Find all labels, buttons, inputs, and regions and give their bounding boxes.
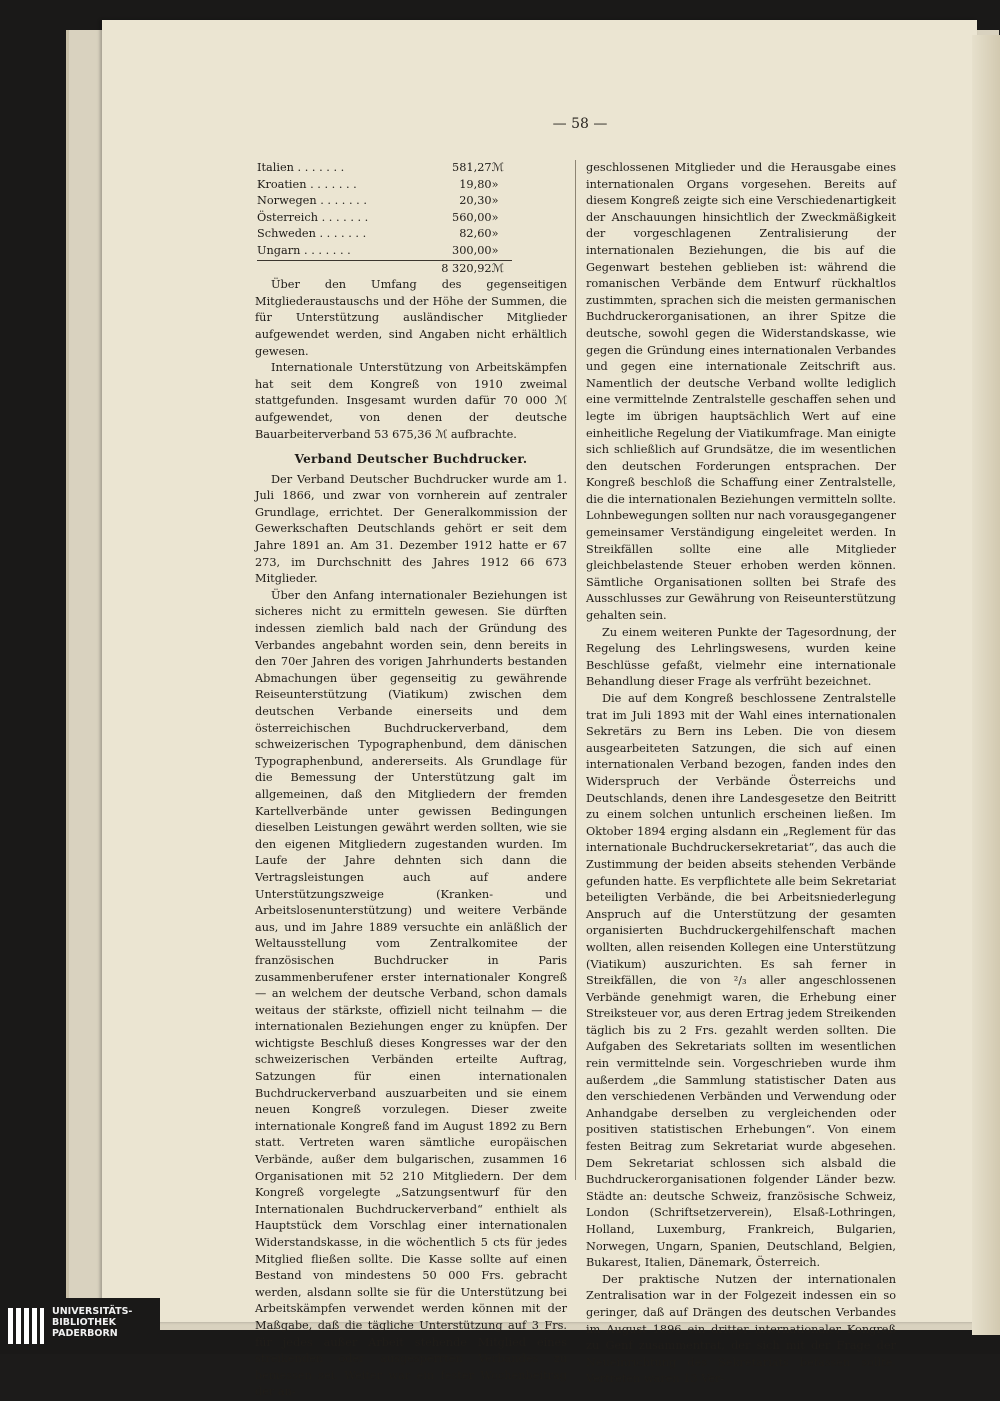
body-paragraph: Der praktische Nutzen der internationalen Zentralisation war in der Folgezeit indessen ein so geringer, daß auf Drängen des deutschen Verbandes im August 1896 ein dritter internationaler Kongreß zu Genf zusammentrat, der sich mit der Frage der Neueinrichtung des Sekretariats befassen sollte. Vertreten waren 13 Ver- (586, 1272, 896, 1386)
country-amount: 560,00 (452, 210, 492, 224)
country-name: Ungarn . . . . . . . (257, 243, 351, 257)
leader-dots: . . . . . . . (300, 243, 351, 257)
country-amount: 581,27 (452, 161, 492, 174)
countries-table-row (257, 160, 512, 177)
body-paragraph: Die auf dem Kongreß beschlossene Zentralstelle trat im Juli 1893 mit der Wahl eines internationalen Sekretärs zu Bern ins Leben. Die von diesem ausgearbeiteten Satzungen, die sich auf einen internationalen Verband bezogen, fanden indes den Widerspruch der Verbände Österreichs und Deutschlands, denen ihre Landesgesetze den Beitritt zu einem solchen untunlich erscheinen ließen. Im Oktober 1894 erging alsdann ein „Reglement für das internationale Buchdruckersekretariat“, das auch die Zustimmung der beiden abseits stehenden Verbände gefunden hatte. Es verpflichtete alle beim Sekretariat beteiligten Verbände, die bei Arbeitsniederlegung Anspruch auf die Unterstützung der gesamten organisierten Buchdruckergehilfenschaft machen wollten, allen reisenden Kollegen eine Unterstützung (Viatikum) auszurichten. Es sah ferner in Streikfällen, die von ²/₃ aller angeschlossenen Verbände genehmigt waren, die Erhebung einer Streiksteuer vor, aus deren Ertrag jedem Streikenden täglich bis zu 2 Frs. gezahlt werden sollten. Die Aufgaben des Sekretariats sollten im wesentlichen rein vermittelnde sein. Vorgeschrieben wurde ihm außerdem „die Sammlung statistischer Daten aus den verschiedenen Verbänden und Verwendung oder Anhandgabe derselben zu vergleichenden oder positiven statistischen Erhebungen“. Von einem festen Beitrag zum Sekretariat wurde abgesehen. Dem Sekretariat schlossen sich alsbald die Buchdruckerorganisationen folgender Länder bezw. Städte an: deutsche Schweiz, französische Schweiz, London (Schriftsetzerverein), Elsaß-Lothringen, Holland, Luxemburg, Frankreich, Bulgarien, Norwegen, Ungarn, Spanien, Deutschland, Belgien, Bukarest, Italien, Dänemark, Österreich. (586, 692, 896, 1270)
total-unit: ℳ (492, 260, 512, 277)
logo-line-1: UNIVERSITÄTS- (52, 1306, 133, 1317)
country-name: Schweden . . . . . . . (257, 227, 367, 241)
amount-unit: » (491, 177, 499, 191)
country-name: Italien . . . . . . . (257, 161, 345, 174)
body-paragraph: Zu einem weiteren Punkte der Tagesordnung, der Regelung des Lehrlingswesens, wurden keine Beschlüsse gefaßt, vielmehr eine internationale Behandlung dieser Frage als verfrüht bezeichnet. (586, 625, 896, 689)
body-paragraph: Über den Anfang internationaler Beziehungen ist sicheres nicht zu ermitteln gewesen. Sie dürften indessen ziemlich bald nach der Gründung des Verbandes angebahnt worden sein, denn bereits in den 70er Jahren des vorigen Jahrhunderts bestanden Abmachungen über gegenseitig zu gewährende Reiseunterstützung (Viatikum) zwischen dem deutschen Verbande einerseits und dem österreichischen Buchdruckerverband, dem schweizerischen Typographenbund, dem dänischen Typographenbund, andererseits. Als Grundlage für die Bemessung der Unterstützung galt im allgemeinen, daß den Mitgliedern der fremden Kartellverbände unter gewissen Bedingungen dieselben Leistungen gewährt werden sollten, wie sie den eigenen Mitgliedern zugestanden wurden. Im Laufe der Jahre dehnten sich dann die Vertragsleistungen auch auf andere Unterstützungszweige (Kranken- und Arbeitslosenunterstützung) und weitere Verbände aus, und im Jahre 1889 versuchte ein anläßlich der Weltausstellung vom Zentralkomitee der französischen Buchdrucker in Paris zusammenberufener erster internationaler Kongreß — an welchem der deutsche Verband, schon damals weitaus der stärkste, offiziell nicht teilnahm — die internationalen Beziehungen enger zu knüpfen. Der wichtigste Beschluß dieses Kongresses war der den schweizerischen Verbänden erteilte Auftrag, Satzungen für einen internationalen Buchdruckerverband auszuarbeiten und sie einem neuen Kongreß vorzulegen. Dieser zweite internationale Kongreß fand im August 1892 zu Bern statt. Vertreten waren sämtliche europäischen Verbände, außer dem bulgarischen, zusammen 16 Organisationen mit 52 210 Mitgliedern. Der dem Kongreß vorgelegte „Satzungsentwurf für den Internationalen Buchdruckerverband“ enthielt als Hauptstück dem Vorschlag einer internationalen Widerstandskasse, in die wöchentlich 5 cts für jedes Mitglied fließen sollte. Die Kasse sollte auf einen Bestand von mindestens 50 000 Frs. gebracht werden, alsdann sollte sie für die Unterstützung bei Arbeitskämpfen verwendet werden können mit der Maßgabe, daß die tägliche Unterstützung auf 3 Frs. für jedes außer Arbeit stehende Mitglied eines streikenden oder ausgesperrten Verbandes zu bemessen sei. Weiter war ein fester Wochenbeitrag der an- (255, 588, 567, 1399)
library-logo (0, 1298, 160, 1354)
column-divider (575, 160, 576, 1180)
amount-unit: » (491, 243, 499, 257)
countries-table-row (257, 243, 512, 260)
logo-line-3: PADERBORN (52, 1328, 118, 1339)
countries-table (257, 160, 512, 277)
left-paragraphs-after (255, 472, 567, 1401)
amount-unit: ℳ (491, 161, 504, 174)
body-paragraph: Der Verband Deutscher Buchdrucker wurde am 1. Juli 1866, und zwar von vornherein auf zentraler Grundlage, errichtet. Der Generalkommission der Gewerkschaften Deutschlands gehört er seit dem Jahre 1891 an. Am 31. Dezember 1912 hatte er 67 273, im Durchschnitt des Jahres 1912 66 673 Mitglieder. (255, 472, 567, 586)
leader-dots: . . . . . . . (306, 177, 357, 191)
leader-dots: . . . . . . . (293, 161, 345, 174)
countries-table-row (257, 177, 512, 194)
library-logo-text (52, 1306, 132, 1339)
section-heading: Verband Deutscher Buchdrucker. (294, 452, 528, 467)
left-paragraphs-before (255, 277, 567, 443)
countries-table-row (257, 193, 512, 210)
right-column (586, 160, 896, 1388)
body-paragraph: geschlossenen Mitglieder und die Herausgabe eines internationalen Organs vorgesehen. Bereits auf diesem Kongreß zeigte sich eine Verschiedenartigkeit der Anschauungen hinsichtlich der Zweckmäßigkeit der vorgeschlagenen Zentralisierung der internationalen Beziehungen, die bis auf die Gegenwart bestehen geblieben ist: während die romanischen Verbände dem Entwurf rückhaltlos zustimmten, sprachen sich die meisten germanischen Buchdruckerorganisationen, an ihrer Spitze die deutsche, sowohl gegen die Widerstandskasse, wie gegen die Gründung eines internationalen Verbandes und gegen eine internationale Zeitschrift aus. Namentlich der deutsche Verband wollte lediglich eine vermittelnde Zentralstelle geschaffen sehen und legte im übrigen hauptsächlich Wert auf eine einheitliche Regelung der Viatikumfrage. Man einigte sich schließlich auf Grundsätze, die im wesentlichen den deutschen Forderungen entsprachen. Der Kongreß beschloß die Schaffung einer Zentralstelle, die die internationalen Beziehungen vermitteln sollte. Lohnbewegungen sollten nur nach vorausgegangener gemeinsamer Verständigung eingeleitet werden. In Streikfällen sollte eine alle Mitglieder gleichbelastende Steuer erhoben werden können. Sämtliche Organisationen sollten bei Strafe des Ausschlusses zur Gewährung von Reiseunterstützung gehalten sein. (586, 161, 896, 623)
left-column (255, 160, 567, 1401)
amount-unit: » (491, 210, 499, 224)
country-name: Österreich . . . . . . . (257, 210, 369, 224)
country-amount: 19,80 (459, 177, 492, 191)
countries-table-row (257, 210, 512, 227)
amount-unit: » (491, 194, 499, 208)
countries-total: 8 320,92 (420, 260, 491, 277)
countries-total-row (257, 260, 512, 277)
country-amount: 300,00 (452, 243, 492, 257)
library-logo-icon (6, 1302, 46, 1350)
amount-unit: » (491, 227, 499, 241)
right-paragraphs (586, 160, 896, 1388)
countries-table-row (257, 226, 512, 243)
logo-line-2: BIBLIOTHEK (52, 1317, 116, 1328)
facing-page-edge (972, 35, 1000, 1335)
leader-dots: . . . . . . . (318, 210, 369, 224)
country-amount: 20,30 (459, 194, 492, 208)
body-paragraph: Internationale Unterstützung von Arbeitskämpfen hat seit dem Kongreß von 1910 zweimal stattgefunden. Insgesamt wurden dafür 70 000 ℳ aufgewendet, von denen der deutsche Bauarbeiterverband 53 675,36 ℳ aufbrachte. (255, 361, 567, 441)
leader-dots: . . . . . . . (316, 194, 367, 208)
total-label-cell (257, 260, 420, 277)
body-paragraph: Über den Umfang des gegenseitigen Mitgliederaustauschs und der Höhe der Summen, die für Unterstützung ausländischer Mitglieder aufgewendet werden, sind Angaben nicht erhältlich gewesen. (255, 278, 567, 358)
country-amount: 82,60 (459, 227, 492, 241)
country-name: Norwegen . . . . . . . (257, 194, 367, 208)
leader-dots: . . . . . . . (315, 227, 367, 241)
country-name: Kroatien . . . . . . . (257, 177, 357, 191)
page-number: — 58 — (552, 116, 608, 132)
